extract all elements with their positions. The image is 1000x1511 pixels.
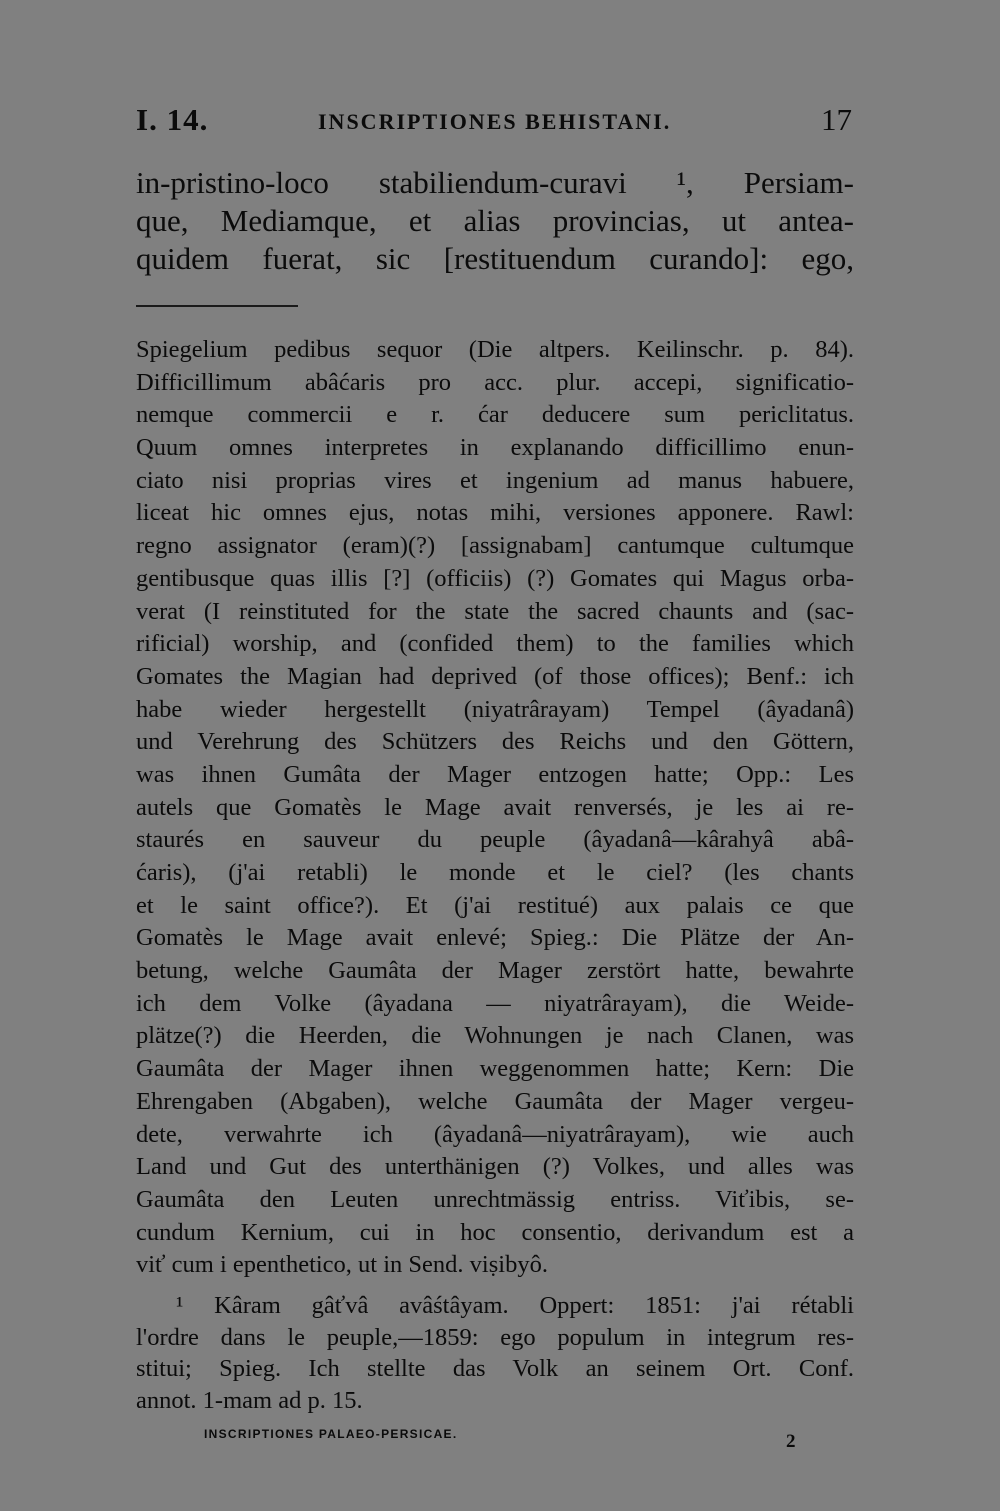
note-line: Gaumâta den Leuten unrechtmässig entriss. Viťibis, se- <box>136 1185 854 1213</box>
note-line: liceat hic omnes ejus, notas mihi, versiones apponere. Rawl: <box>136 499 854 527</box>
note-line: staurés en sauveur du peuple (âyadanâ—kârahyâ abâ- <box>136 826 854 854</box>
note-line: Difficillimum abâćaris pro acc. plur. accepi, significatio- <box>136 368 854 396</box>
signature-number: 2 <box>786 1431 796 1452</box>
note-line: Quum omnes interpretes in explanando difficillimo enun- <box>136 434 854 462</box>
note-line: plätze(?) die Heerden, die Wohnungen je nach Clanen, was <box>136 1022 854 1050</box>
footnote-line: l'ordre dans le peuple,—1859: ego populum in integrum res- <box>136 1323 854 1351</box>
footnote <box>136 1290 854 1416</box>
section-number: I. 14. <box>136 102 209 137</box>
note-line: Gomates the Magian had deprived (of those offices); Benf.: ich <box>136 662 854 690</box>
note-line: Ehrengaben (Abgaben), welche Gaumâta der Mager vergeu- <box>136 1087 854 1115</box>
note-line: und Verehrung des Schützers des Reichs und den Göttern, <box>136 728 854 756</box>
note-line: ich dem Volke (âyadana — niyatrârayam), die Weide- <box>136 989 854 1017</box>
footnote-line: ¹ Kâram gâťvâ avâśtâyam. Oppert: 1851: j'ai rétabli <box>176 1292 854 1319</box>
footnote-line: stitui; Spieg. Ich stellte das Volk an seinem Ort. Conf. <box>136 1355 854 1382</box>
main-line: in-pristino-loco stabiliendum-curavi ¹, Persiam- <box>136 165 854 200</box>
running-header <box>136 100 854 140</box>
note-line: verat (I reinstituted for the state the sacred chaunts and (sac- <box>136 597 854 625</box>
main-line: quidem fuerat, sic [restituendum curando]: ego, <box>136 241 854 276</box>
main-text <box>136 164 854 278</box>
commentary-notes <box>136 334 854 1282</box>
note-line: et le saint office?). Et (j'ai restitué) aux palais ce que <box>136 891 854 919</box>
note-line: dete, verwahrte ich (âyadanâ—niyatrârayam), wie auch <box>136 1120 854 1148</box>
note-line: ciato nisi proprias vires et ingenium ad manus habuere, <box>136 466 854 494</box>
note-line: Gomatès le Mage avait enlevé; Spieg.: Die Plätze der An- <box>136 924 854 952</box>
note-line: rificial) worship, and (confided them) to the families which <box>136 630 854 658</box>
note-line: Spiegelium pedibus sequor (Die altpers. Keilinschr. p. 84). <box>136 336 854 363</box>
note-line: gentibusque quas illis [?] (officiis) (?) Gomates qui Magus orba- <box>136 564 854 592</box>
note-line: was ihnen Gumâta der Mager entzogen hatte; Opp.: Les <box>136 760 854 788</box>
running-title: INSCRIPTIONES BEHISTANI. <box>318 109 672 134</box>
note-line: regno assignator (eram)(?) [assignabam] cantumque cultumque <box>136 532 854 560</box>
main-line: que, Mediamque, et alias provincias, ut antea- <box>136 203 854 238</box>
note-line: Land und Gut des unterthänigen (?) Volkes, und alles was <box>136 1153 854 1181</box>
page-number: 17 <box>821 102 852 137</box>
footnote-line: annot. 1-mam ad p. 15. <box>136 1386 363 1414</box>
note-line: cundum Kernium, cui in hoc consentio, derivandum est a <box>136 1218 854 1246</box>
separator-rule <box>136 305 298 307</box>
note-line: habe wieder hergestellt (niyatrârayam) Tempel (âyadanâ) <box>136 695 854 723</box>
printer-signature: INSCRIPTIONES PALAEO-PERSICAE. <box>204 1427 458 1441</box>
note-line: Gaumâta der Mager ihnen weggenommen hatte; Kern: Die <box>136 1055 854 1083</box>
note-line: nemque commercii e r. ćar deducere sum periclitatus. <box>136 401 854 429</box>
note-line: ćaris), (j'ai retabli) le monde et le ciel? (les chants <box>136 859 854 886</box>
note-line: viť cum i epenthetico, ut in Send. viṣibyô. <box>136 1251 548 1279</box>
note-line: autels que Gomatès le Mage avait renversés, je les ai re- <box>136 793 854 821</box>
note-line: betung, welche Gaumâta der Mager zerstört hatte, bewahrte <box>136 957 854 985</box>
